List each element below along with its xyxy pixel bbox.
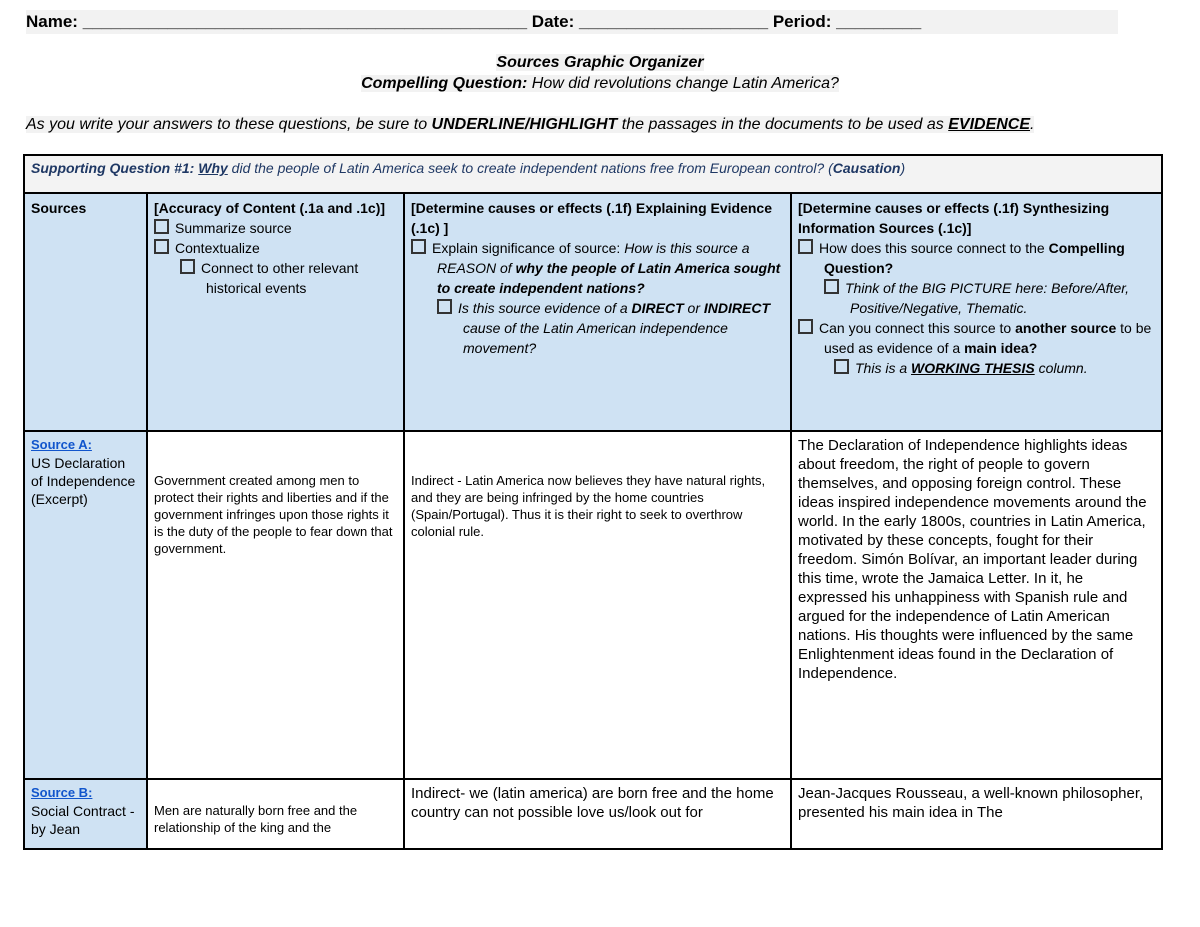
evidence-cell[interactable]: Indirect- we (latin america) are born free and the home country can not possible love us/look out for — [404, 779, 791, 849]
sources-header-label: Sources — [31, 200, 87, 216]
explaining-evidence-title: [Determine causes or effects (.1f) Explaining Evidence (.1c) ] — [411, 200, 773, 236]
name-blank[interactable]: _______________________________________________ — [82, 12, 528, 31]
source-row — [24, 431, 1162, 779]
another-source-bold: another source — [1015, 320, 1117, 336]
supporting-question-row — [24, 155, 1162, 193]
date-blank[interactable]: ____________________ — [579, 12, 769, 31]
connect-events-label: Connect to other relevant historical events — [201, 260, 359, 296]
direct-indirect-item — [411, 298, 784, 358]
synthesizing-header — [791, 193, 1162, 431]
supporting-question-causation: Causation — [832, 160, 901, 176]
date-label: Date: — [527, 12, 580, 31]
supporting-question — [24, 155, 1162, 193]
significance-bold: why the people of Latin America sought to create independent nations? — [437, 260, 781, 296]
checkbox[interactable] — [798, 319, 813, 334]
checkbox[interactable] — [180, 259, 195, 274]
source-name: Social Contract - by Jean — [31, 803, 135, 837]
checkbox[interactable] — [798, 239, 813, 254]
explaining-evidence-header — [404, 193, 791, 431]
or-label: or — [683, 300, 704, 316]
contextualize-label: Contextualize — [175, 240, 260, 256]
evidence-cell[interactable]: Indirect - Latin America now believes they have natural rights, and they are being infringed by the home countries (Spain/Portugal). Thus it is their right to seek to overthrow colonial rule. — [404, 431, 791, 779]
connect-events-item — [154, 258, 397, 298]
indirect-label: INDIRECT — [703, 300, 771, 316]
instructions-evidence: EVIDENCE — [948, 116, 1031, 133]
sources-organizer-table — [23, 154, 1163, 850]
compelling-connect-item — [798, 238, 1155, 278]
supporting-question-label: Supporting Question #1: — [31, 160, 195, 176]
working-thesis-bold: WORKING THESIS — [911, 360, 1035, 376]
summarize-item — [154, 218, 397, 238]
sources-header — [24, 193, 147, 431]
synthesis-cell[interactable]: Jean-Jacques Rousseau, a well-known philosopher, presented his main idea in The — [791, 779, 1162, 849]
direct-label: DIRECT — [631, 300, 684, 316]
contextualize-item — [154, 238, 397, 258]
big-picture-label: Think of the BIG PICTURE here: Before/After, Positive/Negative, Thematic. — [845, 280, 1130, 316]
student-info-line — [26, 10, 1118, 34]
instructions-pre: As you write your answers to these questions, be sure to — [26, 116, 432, 133]
direct-indirect-end: cause of the Latin American independence movement? — [463, 320, 728, 356]
another-source-item — [798, 318, 1155, 358]
main-idea-bold: main idea? — [964, 340, 1038, 356]
direct-indirect-pre: Is this source evidence of a — [458, 300, 632, 316]
compelling-question-label: Compelling Question: — [361, 75, 528, 92]
significance-pre: Explain significance of source: — [432, 240, 625, 256]
instructions-mid: the passages in the documents to be used as — [617, 116, 949, 133]
source-name: US Declaration of Independence (Excerpt) — [31, 455, 136, 507]
significance-question: How is this source a REASON of — [437, 240, 750, 276]
checkbox[interactable] — [154, 219, 169, 234]
source-link[interactable]: Source A: — [31, 437, 92, 452]
big-picture-item — [798, 278, 1155, 318]
checkbox[interactable] — [834, 359, 849, 374]
supporting-question-why: Why — [198, 160, 228, 176]
compelling-connect-pre: How does this source connect to the — [819, 240, 1049, 256]
working-thesis-item — [798, 358, 1155, 378]
accuracy-header-title: [Accuracy of Content (.1a and .1c)] — [154, 200, 386, 216]
checkbox[interactable] — [437, 299, 452, 314]
synthesizing-title: [Determine causes or effects (.1f) Synthesizing Information Sources (.1c)] — [798, 200, 1110, 236]
instructions — [26, 115, 1126, 134]
document-titles — [0, 52, 1200, 94]
working-thesis-pre: This is a — [855, 360, 912, 376]
summarize-label: Summarize source — [175, 220, 292, 236]
summary-cell[interactable]: Men are naturally born free and the relationship of the king and the — [147, 779, 404, 849]
checkbox[interactable] — [824, 279, 839, 294]
name-label: Name: — [26, 12, 83, 31]
compelling-connect-bold: Compelling Question? — [824, 240, 1125, 276]
source-cell — [24, 779, 147, 849]
compelling-question-text: How did revolutions change Latin America? — [527, 75, 839, 92]
summary-cell[interactable]: Government created among men to protect their rights and liberties and if the government infringes upon those rights it is the duty of the people to fear down that government. — [147, 431, 404, 779]
accuracy-header — [147, 193, 404, 431]
significance-item — [411, 238, 784, 298]
checkbox[interactable] — [154, 239, 169, 254]
working-thesis-end: column. — [1034, 360, 1088, 376]
another-source-mid: to be used as evidence of a — [824, 320, 1152, 356]
period-label: Period: — [768, 12, 837, 31]
column-header-row — [24, 193, 1162, 431]
page-title: Sources Graphic Organizer — [496, 54, 704, 71]
instructions-end: . — [1030, 116, 1035, 133]
source-link[interactable]: Source B: — [31, 785, 93, 800]
period-blank[interactable]: _________ — [836, 12, 922, 31]
checkbox[interactable] — [411, 239, 426, 254]
source-row — [24, 779, 1162, 849]
synthesis-cell[interactable]: The Declaration of Independence highlights ideas about freedom, the right of people to govern themselves, and opposing foreign control. These ideas inspired independence movements around the world. In the early 1800s, countries in Latin America, motivated by these concepts, fought for their freedom. Simón Bolívar, an important leader during this time, wrote the Jamaica Letter. In it, he expressed his unhappiness with Spanish rule and argued for the independence of Latin American nations. His thoughts were influenced by the same Enlightenment ideas found in the Declaration of Independence. — [791, 431, 1162, 779]
supporting-question-close: ) — [900, 160, 906, 176]
another-source-pre: Can you connect this source to — [819, 320, 1016, 336]
source-cell — [24, 431, 147, 779]
supporting-question-text: did the people of Latin America seek to create independent nations free from European control? ( — [227, 160, 833, 176]
instructions-emphasis: UNDERLINE/HIGHLIGHT — [431, 116, 618, 133]
